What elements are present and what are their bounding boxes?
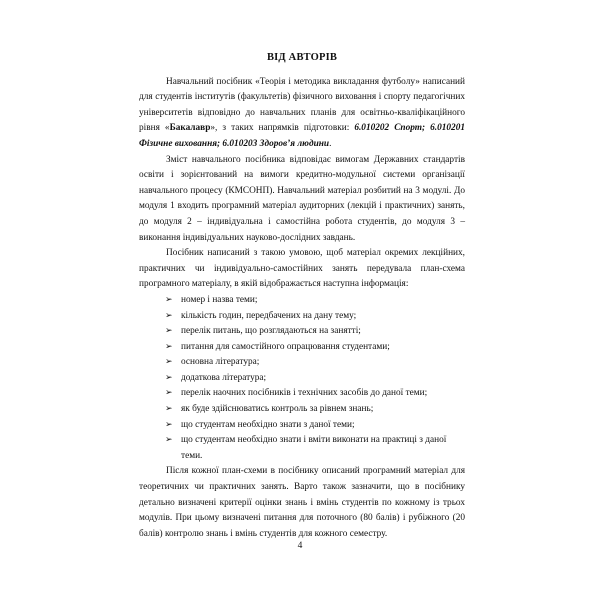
arrow-bullet-icon: ➢ bbox=[165, 341, 173, 352]
arrow-bullet-icon: ➢ bbox=[165, 310, 173, 321]
list-item-text: як буде здійснюватись контроль за рівнем знань; bbox=[181, 404, 374, 415]
arrow-bullet-icon: ➢ bbox=[165, 435, 173, 446]
list-item-text: перелік наочних посібників і технічних засобів до даної теми; bbox=[181, 388, 428, 399]
list-item bbox=[139, 309, 465, 325]
paragraph-intro-text-b: », з таких напрямків підготовки: bbox=[210, 123, 355, 134]
list-item bbox=[139, 386, 465, 402]
info-list bbox=[139, 293, 465, 465]
list-item bbox=[139, 324, 465, 340]
paragraph-intro bbox=[139, 75, 465, 153]
arrow-bullet-icon: ➢ bbox=[165, 372, 173, 383]
list-item-text: що студентам необхідно знати і вміти виконати на практиці з даної теми. bbox=[181, 435, 447, 461]
list-item bbox=[139, 402, 465, 418]
arrow-bullet-icon: ➢ bbox=[165, 388, 173, 399]
arrow-bullet-icon: ➢ bbox=[165, 404, 173, 415]
page-title: ВІД АВТОРІВ bbox=[266, 52, 338, 63]
paragraph-content: Зміст навчального посібника відповідає вимогам Державних стандартів освіти і зорієнтований на вимоги кредитно-модульної системи організації навчального процесу (КМСОНП). Навчальний матеріал розбитий на 3 модулі. До модуля 1 входить програмний матеріал аудиторних (лекцій і практичних) занять, до модуля 2 – індивідуальна і самостійна робота студентів, до модуля 3 – виконання індивідуальних науково-дослідних завдань. bbox=[139, 154, 465, 243]
list-item bbox=[139, 340, 465, 356]
list-item-text: перелік питань, що розглядаються на занятті; bbox=[181, 326, 361, 337]
list-item bbox=[139, 418, 465, 434]
list-item-text: питання для самостійного опрацювання студентами; bbox=[181, 341, 390, 352]
paragraph-intro-level: Бакалавр bbox=[169, 123, 211, 134]
list-item bbox=[139, 293, 465, 309]
arrow-bullet-icon: ➢ bbox=[165, 326, 173, 337]
arrow-bullet-icon: ➢ bbox=[165, 419, 173, 430]
list-item bbox=[139, 371, 465, 387]
list-item-text: основна література; bbox=[181, 357, 260, 368]
paragraph-intro-end: . bbox=[329, 138, 332, 149]
list-item-text: кількість годин, передбачених на дану тему; bbox=[181, 310, 357, 321]
list-item-text: номер і назва теми; bbox=[181, 294, 258, 305]
arrow-bullet-icon: ➢ bbox=[165, 294, 173, 305]
list-item bbox=[139, 433, 465, 464]
paragraph-assessment: Після кожної план-схеми в посібнику описаний програмний матеріал для теоретичних чи практичних занять. Варто також зазначити, що в посібнику детально визначені критерії оцінки знань і вмінь студентів по кожному із трьох модулів. При цьому визначені питання для поточного (80 балів) і рубіжного (20 балів) контролю знань і вмінь студентів для кожного семестру. bbox=[139, 466, 465, 539]
list-item-text: що студентам необхідно знати з даної теми; bbox=[181, 419, 355, 430]
paragraph-intro-text-a: Навчальний посібник «Теорія і методика викладання футболу» написаний для студентів інститутів (факультетів) фізичного виховання і спорту педагогічних університетів відповідно до навчальних планів для освітньо-кваліфікаційного рівня « bbox=[139, 76, 465, 134]
arrow-bullet-icon: ➢ bbox=[165, 357, 173, 368]
page-content bbox=[139, 50, 465, 542]
list-item bbox=[139, 355, 465, 371]
page-number: 4 bbox=[297, 541, 303, 551]
paragraph-structure: Посібник написаний з такою умовою, щоб матеріал окремих лекційних, практичних чи індивідуально-самостійних занять передувала план-схема програмного матеріалу, в якій відображається наступна інформація: bbox=[139, 248, 465, 290]
list-item-text: додаткова література; bbox=[181, 372, 267, 383]
paragraph-intro-codes: 6.010202 Спорт; 6.010201 Фізичне виховання; 6.010203 Здоров’я людини bbox=[139, 123, 465, 149]
